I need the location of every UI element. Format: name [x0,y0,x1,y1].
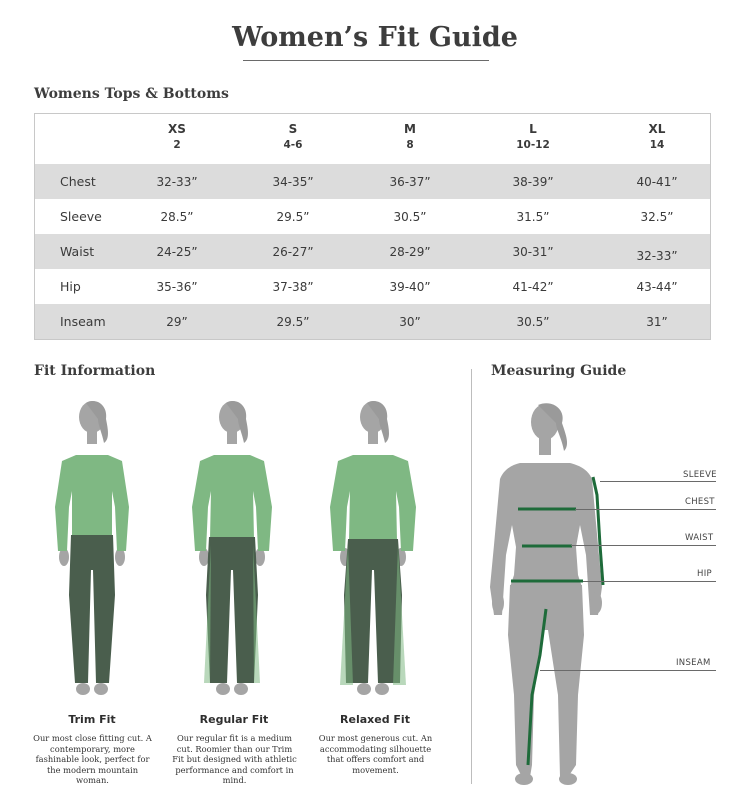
sleeve-leader [600,481,716,482]
size-label: M [404,122,416,136]
table-cell: 40-41” [636,174,678,189]
hip-leader [583,581,716,582]
size-header-row [35,114,710,164]
sleeve-label: SLEEVE [683,470,717,480]
size-label: XL [648,122,666,136]
chest-label: CHEST [685,497,715,507]
table-cell: 30-31” [512,244,554,259]
regular-fit-description: Our regular fit is a medium cut. Roomier than our Trim Fit but designed with athletic performance and comfort in mind. [172,733,297,785]
size-chart-table [34,113,711,340]
table-row-sleeve [35,199,710,234]
table-cell: 39-40” [389,279,431,294]
row-label: Hip [60,279,81,294]
table-row-inseam [35,304,710,339]
size-label: L [529,122,537,136]
page-title: Women’s Fit Guide [232,22,518,53]
fit-section-heading: Fit Information [34,363,156,379]
table-cell: 43-44” [636,279,678,294]
table-cell: 29” [166,314,188,329]
measuring-figure [480,395,630,790]
measure-section-heading: Measuring Guide [491,363,627,379]
table-cell: 37-38” [272,279,314,294]
relaxed-fit-figure [330,401,416,695]
title-underline [243,60,489,61]
inseam-leader [540,670,716,671]
size-header-l [488,122,578,151]
size-label: XS [168,122,186,136]
table-row-waist [35,234,710,269]
size-number: 4-6 [283,139,303,151]
table-cell: 28-29” [389,244,431,259]
table-cell: 30.5” [393,209,427,224]
size-header-s [248,122,338,151]
row-label: Waist [60,244,95,259]
table-cell: 32.5” [640,209,674,224]
size-number: 14 [649,139,665,151]
table-cell: 32-33” [636,248,678,263]
waist-label: WAIST [685,533,714,543]
size-header-m [365,122,455,151]
table-cell: 30.5” [516,314,550,329]
trim-fit-title: Trim Fit [68,713,116,726]
table-cell: 32-33” [156,174,198,189]
table-cell: 41-42” [512,279,554,294]
table-cell: 34-35” [272,174,314,189]
size-number: 2 [173,139,181,151]
table-cell: 31” [646,314,668,329]
inseam-label: INSEAM [676,658,711,668]
table-cell: 38-39” [512,174,554,189]
table-row-hip [35,269,710,304]
hip-label: HIP [697,569,712,579]
trim-fit-description: Our most close fitting cut. A contemporary, more fashinable look, perfect for the modern mountain woman. [33,733,152,785]
table-cell: 29.5” [276,209,310,224]
row-label: Chest [60,174,96,189]
relaxed-fit-description: Our most generous cut. An accommodating silhouette that offers comfort and movement. [318,733,433,775]
regular-fit-title: Regular Fit [199,713,269,726]
relaxed-fit-title: Relaxed Fit [340,713,410,726]
table-cell: 36-37” [389,174,431,189]
size-label: S [288,122,298,136]
size-header-xl [612,122,702,151]
regular-fit-figure [192,401,272,695]
row-label: Sleeve [60,209,102,224]
trim-fit-figure [55,401,129,695]
fit-figures [0,395,470,700]
table-cell: 30” [399,314,421,329]
table-cell: 35-36” [156,279,198,294]
section-divider [471,369,472,784]
chest-leader [575,509,716,510]
row-label: Inseam [60,314,106,329]
table-cell: 29.5” [276,314,310,329]
size-number: 10-12 [516,139,550,151]
size-header-xs [132,122,222,151]
table-row-chest [35,164,710,199]
waist-leader [571,545,716,546]
table-cell: 26-27” [272,244,314,259]
table-section-heading: Womens Tops & Bottoms [34,86,229,102]
table-cell: 28.5” [160,209,194,224]
table-cell: 31.5” [516,209,550,224]
table-cell: 24-25” [156,244,198,259]
size-number: 8 [406,139,414,151]
